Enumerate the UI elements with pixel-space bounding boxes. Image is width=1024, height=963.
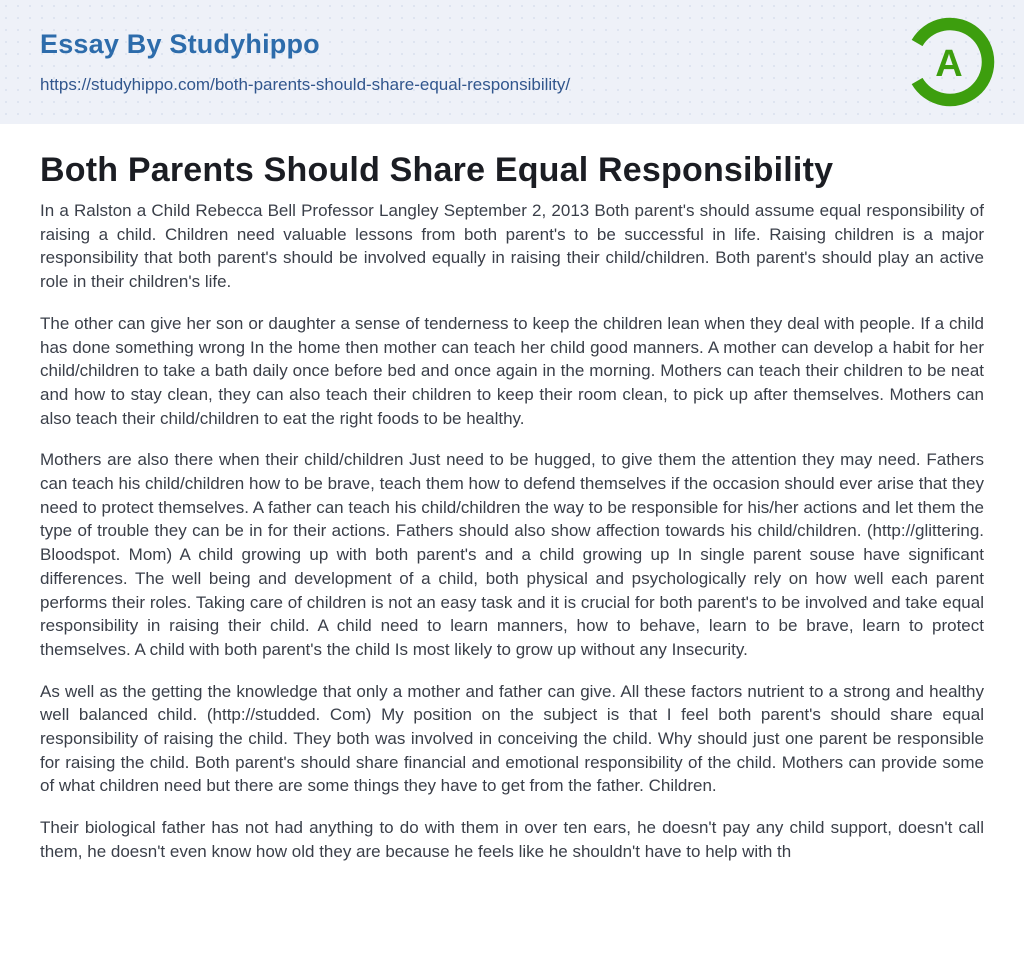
essay-paragraph-2: The other can give her son or daughter a sense of tenderness to keep the children lean when they deal with people. If a child has done something wrong In the home then mother can teach her child good manners. A mother can develop a habit for her child/children to take a bath daily once before bed and once again in the morning. Mothers can teach their children to be neat and how to stay clean, they can also teach their children to keep their room clean, to pick up after themselves. Mothers can also teach their child/children to eat the right foods to be healthy. [40, 313, 984, 428]
studyhippo-logo [904, 16, 996, 108]
essay-content [0, 124, 1024, 864]
essay-paragraph-1: In a Ralston a Child Rebecca Bell Professor Langley September 2, 2013 Both parent's should assume equal responsibility of raising a child. Children need valuable lessons from both parent's to be successful in life. Raising children is a major responsibility that both parent's should be involved equally in raising their child/children. Both parent's should play an active role in their children's life. [40, 201, 984, 292]
essay-title: Both Parents Should Share Equal Responsibility [40, 151, 834, 189]
essay-paragraph-3: Mothers are also there when their child/children Just need to be hugged, to give them the attention they may need. Fathers can teach his child/children how to be brave, teach them how to defend themselves if the occasion should ever arise that they need to protect themselves. A father can teach his child/children the way to be responsible for his/her actions and let them the type of trouble they can be in for their actions. Fathers should also show affection towards his child/children. (http://glittering. Bloodspot. Mom) A child growing up with both parent's and a child growing up In single parent souse have significant differences. The well being and development of a child, both physical and psychologically rely on how well each parent performs their roles. Taking care of children is not an easy task and it is crucial for both parent's to be involved and take equal responsibility in raising their child. A child need to learn manners, how to behave, learn to be brave, learn to protect themselves. A child with both parent's the child Is most likely to grow up without any Insecurity. [40, 450, 984, 659]
site-title: Essay By Studyhippo [40, 29, 320, 59]
essay-paragraph-4: As well as the getting the knowledge that only a mother and father can give. All these factors nutrient to a strong and healthy well balanced child. (http://studded. Com) My position on the subject is that I feel both parent's should share equal responsibility of raising the child. They both was involved in conceiving the child. Why should just one parent be responsible for raising the child. Both parent's should share financial and emotional responsibility of the child. Mothers can provide some of what children need but there are some things they have to get from the father. Children. [40, 681, 984, 796]
header-text-block [40, 29, 570, 95]
essay-paragraph-5: Their biological father has not had anything to do with them in over ten ears, he doesn't pay any child support, doesn't call them, he doesn't even know how old they are because he feels like he shouldn't have to help with th [40, 818, 984, 861]
logo-letter: A [935, 43, 963, 85]
page-url-link[interactable]: https://studyhippo.com/both-parents-should-share-equal-responsibility/ [40, 75, 571, 94]
page-header [0, 0, 1024, 124]
